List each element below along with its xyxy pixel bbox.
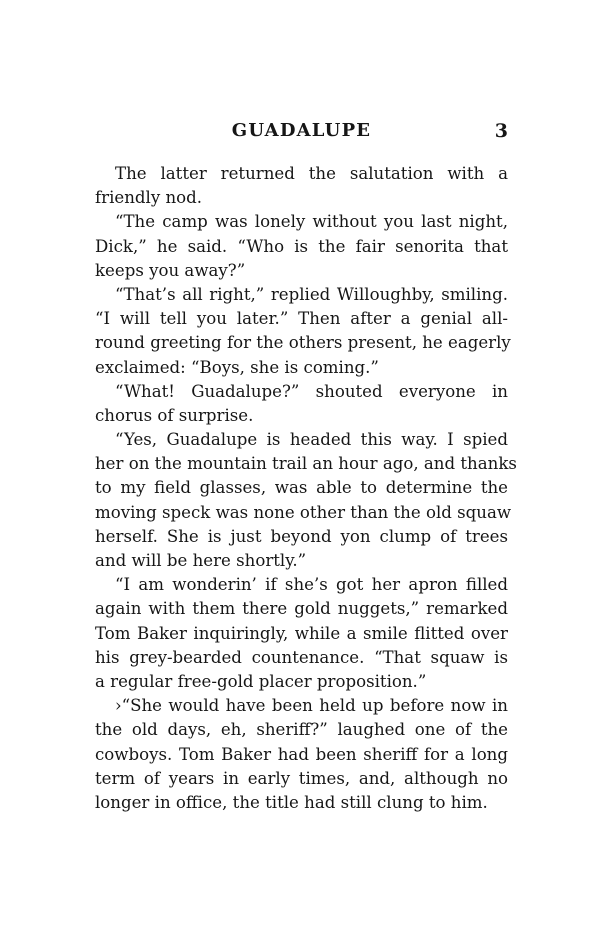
text-line: again with them there gold nuggets,” remarked [95, 599, 508, 619]
text-line: herself. She is just beyond yon clump of trees [95, 526, 508, 546]
text-line: to my field glasses, was able to determine the [95, 478, 508, 498]
text-line: and will be here shortly.” [95, 551, 307, 570]
text-line: friendly nod. [95, 188, 203, 208]
text-line: term of years in early times, and, although no [95, 768, 508, 788]
text-line: “That’s all right,” replied Willoughby, smiling. [115, 284, 508, 304]
text-line: chorus of surprise. [95, 405, 254, 425]
text-line: keeps you away?” [95, 260, 246, 280]
running-header [95, 116, 508, 146]
text-line: Dick,” he said. “Who is the fair senorita that [95, 236, 508, 256]
text-line: a regular free-gold placer proposition.” [95, 671, 427, 691]
text-line: cowboys. Tom Baker had been sheriff for a long [95, 744, 508, 764]
text-line: Tom Baker inquiringly, while a smile flitted over [95, 623, 508, 643]
page-number: 3 [494, 120, 508, 142]
text-line: her on the mountain trail an hour ago, and thanks [95, 454, 517, 474]
text-line: his grey-bearded countenance. “That squaw is [95, 647, 508, 667]
body-text [95, 162, 517, 815]
text-line: The latter returned the salutation with a [115, 164, 508, 183]
text-line: longer in office, the title had still clung to him. [95, 792, 488, 812]
text-line: “The camp was lonely without you last night, [115, 212, 508, 232]
text-line: the old days, eh, sheriff?” laughed one of the [95, 720, 508, 740]
text-line: “I will tell you later.” Then after a genial all- [95, 309, 508, 329]
text-line: “Yes, Guadalupe is headed this way. I spied [115, 430, 508, 450]
text-line: exclaimed: “Boys, she is coming.” [95, 357, 379, 377]
text-line: round greeting for the others present, he eagerly [95, 333, 511, 353]
text-line: “What! Guadalupe?” shouted everyone in [115, 381, 508, 401]
text-line: “I am wonderin’ if she’s got her apron filled [115, 575, 508, 595]
running-title: GUADALUPE [231, 120, 372, 141]
text-line: ›“She would have been held up before now in [115, 696, 508, 716]
text-line: moving speck was none other than the old squaw [95, 502, 512, 522]
